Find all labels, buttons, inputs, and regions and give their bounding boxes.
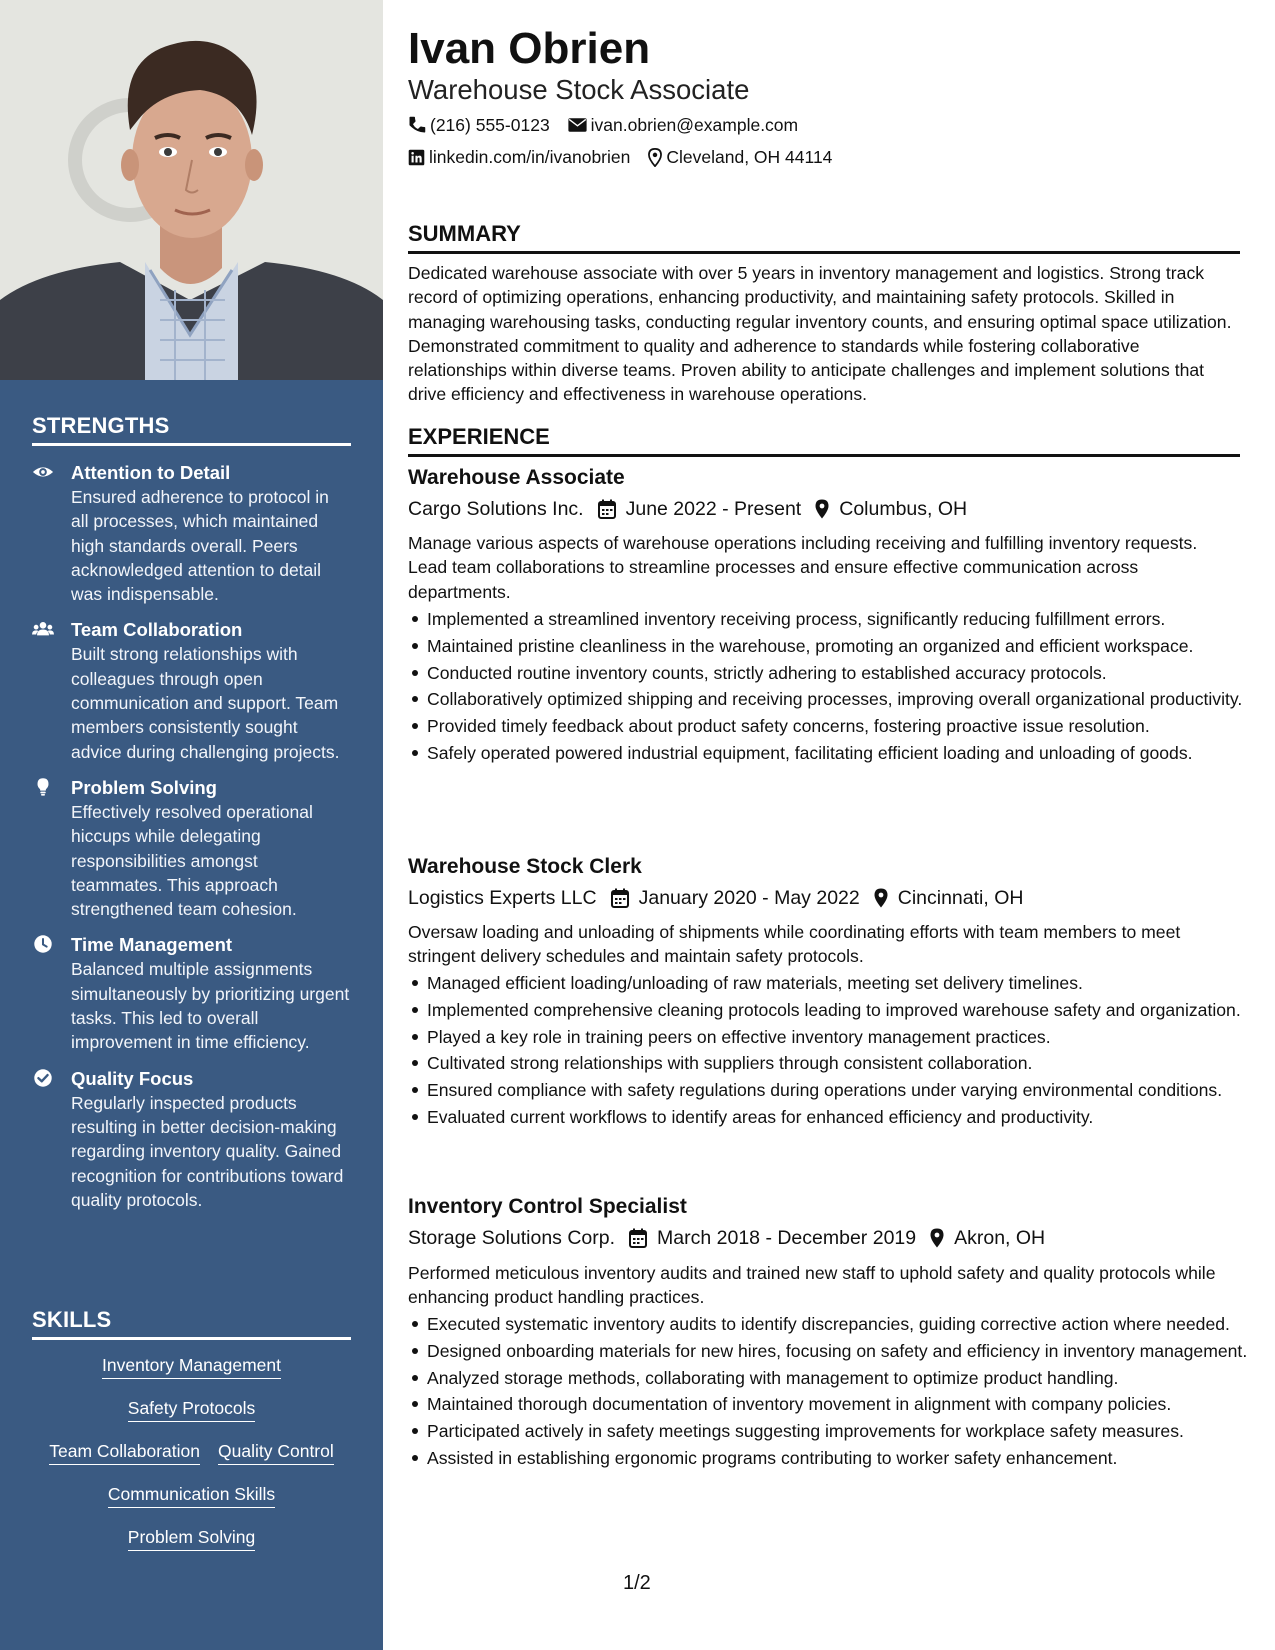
profile-photo-illustration	[0, 0, 383, 380]
skill-tag: Inventory Management	[102, 1354, 281, 1379]
candidate-name: Ivan Obrien	[408, 24, 651, 73]
summary-heading: SUMMARY	[408, 221, 1240, 254]
job-dates: June 2022 - Present	[625, 498, 802, 520]
phone-icon	[408, 116, 426, 134]
envelope-icon	[568, 117, 587, 133]
summary-text: Dedicated warehouse associate with over 5 years in inventory management and logistics. Strong track record of optimizing operations, enhancing productivity, and maintaining safety protocols. Skilled in managing warehousing tasks, conducting regular inventory counts, and ensuring optimal space utilization. Demonstrated commitment to quality and adherence to standards while fostering collaborative relationships within diverse teams. Proven ability to anticipate challenges and implement solutions that drive efficiency and effectiveness in warehouse operations.	[408, 263, 1232, 405]
job-description: Oversaw loading and unloading of shipments while coordinating efforts with team members to meet stringent delivery schedules and maintain safety protocols.	[408, 922, 1181, 967]
check-circle-icon	[32, 1068, 54, 1088]
job-bullet: Conducted routine inventory counts, strictly adhering to established accuracy protocols.	[427, 661, 1259, 685]
job-bullet: Assisted in establishing ergonomic programs contributing to worker safety enhancement.	[427, 1446, 1259, 1470]
strength-item	[32, 1067, 351, 1212]
skill-tag: Quality Control	[218, 1440, 334, 1465]
experience-heading: EXPERIENCE	[408, 424, 1240, 457]
job-company: Logistics Experts LLC	[408, 887, 597, 909]
clock-icon	[32, 934, 54, 954]
job-bullets	[408, 971, 1259, 1132]
strengths-section	[32, 413, 351, 1212]
map-pin-icon	[930, 1228, 944, 1248]
strength-item	[32, 776, 351, 921]
strength-desc: Built strong relationships with colleagues through open communication and support. Team members consistently sought advice during challenging projects.	[71, 644, 340, 762]
calendar-icon	[598, 499, 616, 519]
strength-item	[32, 933, 351, 1054]
job-bullet: Provided timely feedback about product safety concerns, fostering proactive issue resolution.	[427, 714, 1259, 738]
job-role: Warehouse Stock Clerk	[408, 855, 642, 878]
calendar-icon	[629, 1228, 647, 1248]
job-role: Warehouse Associate	[408, 466, 625, 489]
users-icon	[32, 619, 54, 639]
linkedin-contact[interactable]	[408, 146, 630, 168]
skill-tag: Safety Protocols	[128, 1397, 255, 1422]
skill-tag: Problem Solving	[128, 1526, 255, 1551]
contact-row	[408, 146, 850, 168]
job-dates: January 2020 - May 2022	[638, 887, 860, 909]
job-bullet: Managed efficient loading/unloading of raw materials, meeting set delivery timelines.	[427, 971, 1259, 995]
job-bullet: Cultivated strong relationships with suppliers through consistent collaboration.	[427, 1051, 1259, 1075]
phone-contact	[408, 114, 550, 136]
skills-list	[32, 1354, 351, 1551]
page-number: 1/2	[623, 1572, 651, 1594]
job-bullets	[408, 1312, 1259, 1473]
linkedin-icon	[408, 149, 425, 166]
job-meta	[408, 497, 967, 521]
lightbulb-icon	[32, 777, 54, 797]
job-bullet: Played a key role in training peers on effective inventory management practices.	[427, 1025, 1259, 1049]
job-bullet: Maintained thorough documentation of inventory movement in alignment with company policies.	[427, 1392, 1259, 1416]
skill-tag: Team Collaboration	[49, 1440, 200, 1465]
strength-title: Attention to Detail	[71, 462, 231, 483]
job-meta	[408, 1226, 1045, 1250]
job-bullet: Evaluated current workflows to identify areas for enhanced efficiency and productivity.	[427, 1105, 1259, 1129]
job-role: Inventory Control Specialist	[408, 1195, 687, 1218]
strength-item	[32, 618, 351, 763]
job-bullet: Implemented comprehensive cleaning protocols leading to improved warehouse safety and organization.	[427, 998, 1259, 1022]
skills-heading: SKILLS	[32, 1307, 351, 1340]
strength-desc: Regularly inspected products resulting in better decision-making regarding inventory quality. Gained recognition for contributions toward quality protocols.	[71, 1092, 344, 1210]
job-location: Cincinnati, OH	[897, 887, 1024, 909]
job-bullet: Collaboratively optimized shipping and receiving processes, improving overall organizational productivity.	[427, 687, 1259, 711]
linkedin-text[interactable]: linkedin.com/in/ivanobrien	[429, 147, 631, 167]
strength-title: Team Collaboration	[71, 619, 243, 641]
strength-desc: Effectively resolved operational hiccups while delegating responsibilities amongst teammates. This approach strengthened team cohesion.	[71, 801, 313, 920]
strengths-heading: STRENGTHS	[32, 413, 351, 446]
strength-desc: Balanced multiple assignments simultaneously by prioritizing urgent tasks. This led to overall improvement in time efficiency.	[71, 959, 350, 1053]
eye-icon	[32, 462, 54, 482]
email-contact[interactable]	[568, 114, 798, 136]
map-pin-icon	[815, 499, 829, 519]
job-bullet: Maintained pristine cleanliness in the warehouse, promoting an organized and efficient workspace.	[427, 634, 1259, 658]
sidebar	[0, 0, 383, 1650]
map-pin-icon	[874, 888, 888, 908]
location-text: Cleveland, OH 44114	[666, 147, 833, 167]
phone-text: (216) 555-0123	[430, 115, 550, 135]
job-bullet: Ensured compliance with safety regulations during operations under varying environmental conditions.	[427, 1078, 1259, 1102]
strength-desc: Ensured adherence to protocol in all processes, which maintained high standards overall. Peers acknowledged attention to detail was indispensable.	[71, 487, 329, 605]
calendar-icon	[611, 888, 629, 908]
job-company: Cargo Solutions Inc.	[408, 498, 584, 520]
candidate-title: Warehouse Stock Associate	[408, 74, 750, 105]
skill-tag: Communication Skills	[108, 1483, 275, 1508]
job-bullet: Safely operated powered industrial equipment, facilitating efficient loading and unloading of goods.	[427, 741, 1259, 765]
job-bullet: Executed systematic inventory audits to identify discrepancies, guiding corrective action where needed.	[427, 1312, 1259, 1336]
job-bullet: Participated actively in safety meetings suggesting improvements for workplace safety measures.	[427, 1419, 1259, 1443]
location-contact	[648, 146, 832, 168]
job-bullets	[408, 607, 1259, 768]
job-bullet: Analyzed storage methods, collaborating with management to optimize product handling.	[427, 1366, 1259, 1390]
job-location: Columbus, OH	[839, 498, 968, 520]
strength-title: Quality Focus	[71, 1067, 194, 1089]
profile-photo	[0, 0, 383, 380]
job-meta	[408, 886, 1023, 910]
strength-item	[32, 461, 351, 606]
email-text[interactable]: ivan.obrien@example.com	[590, 115, 799, 135]
job-bullet: Implemented a streamlined inventory receiving process, significantly reducing fulfillment errors.	[427, 607, 1259, 631]
skills-section	[32, 1307, 351, 1569]
strength-title: Time Management	[71, 934, 233, 956]
job-company: Storage Solutions Corp.	[408, 1227, 616, 1249]
map-pin-icon	[648, 148, 662, 167]
job-bullet: Designed onboarding materials for new hires, focusing on safety and efficiency in inventory management.	[427, 1339, 1259, 1363]
job-location: Akron, OH	[954, 1227, 1046, 1249]
strength-title: Problem Solving	[71, 776, 217, 798]
contact-row	[408, 114, 816, 136]
job-description: Performed meticulous inventory audits and trained new staff to uphold safety and quality protocols while enhancing product handling practices.	[408, 1263, 1216, 1308]
job-description: Manage various aspects of warehouse operations including receiving and fulfilling inventory requests. Lead team collaborations to streamline processes and ensure effective communication across departments.	[408, 533, 1198, 602]
job-dates: March 2018 - December 2019	[657, 1227, 917, 1249]
